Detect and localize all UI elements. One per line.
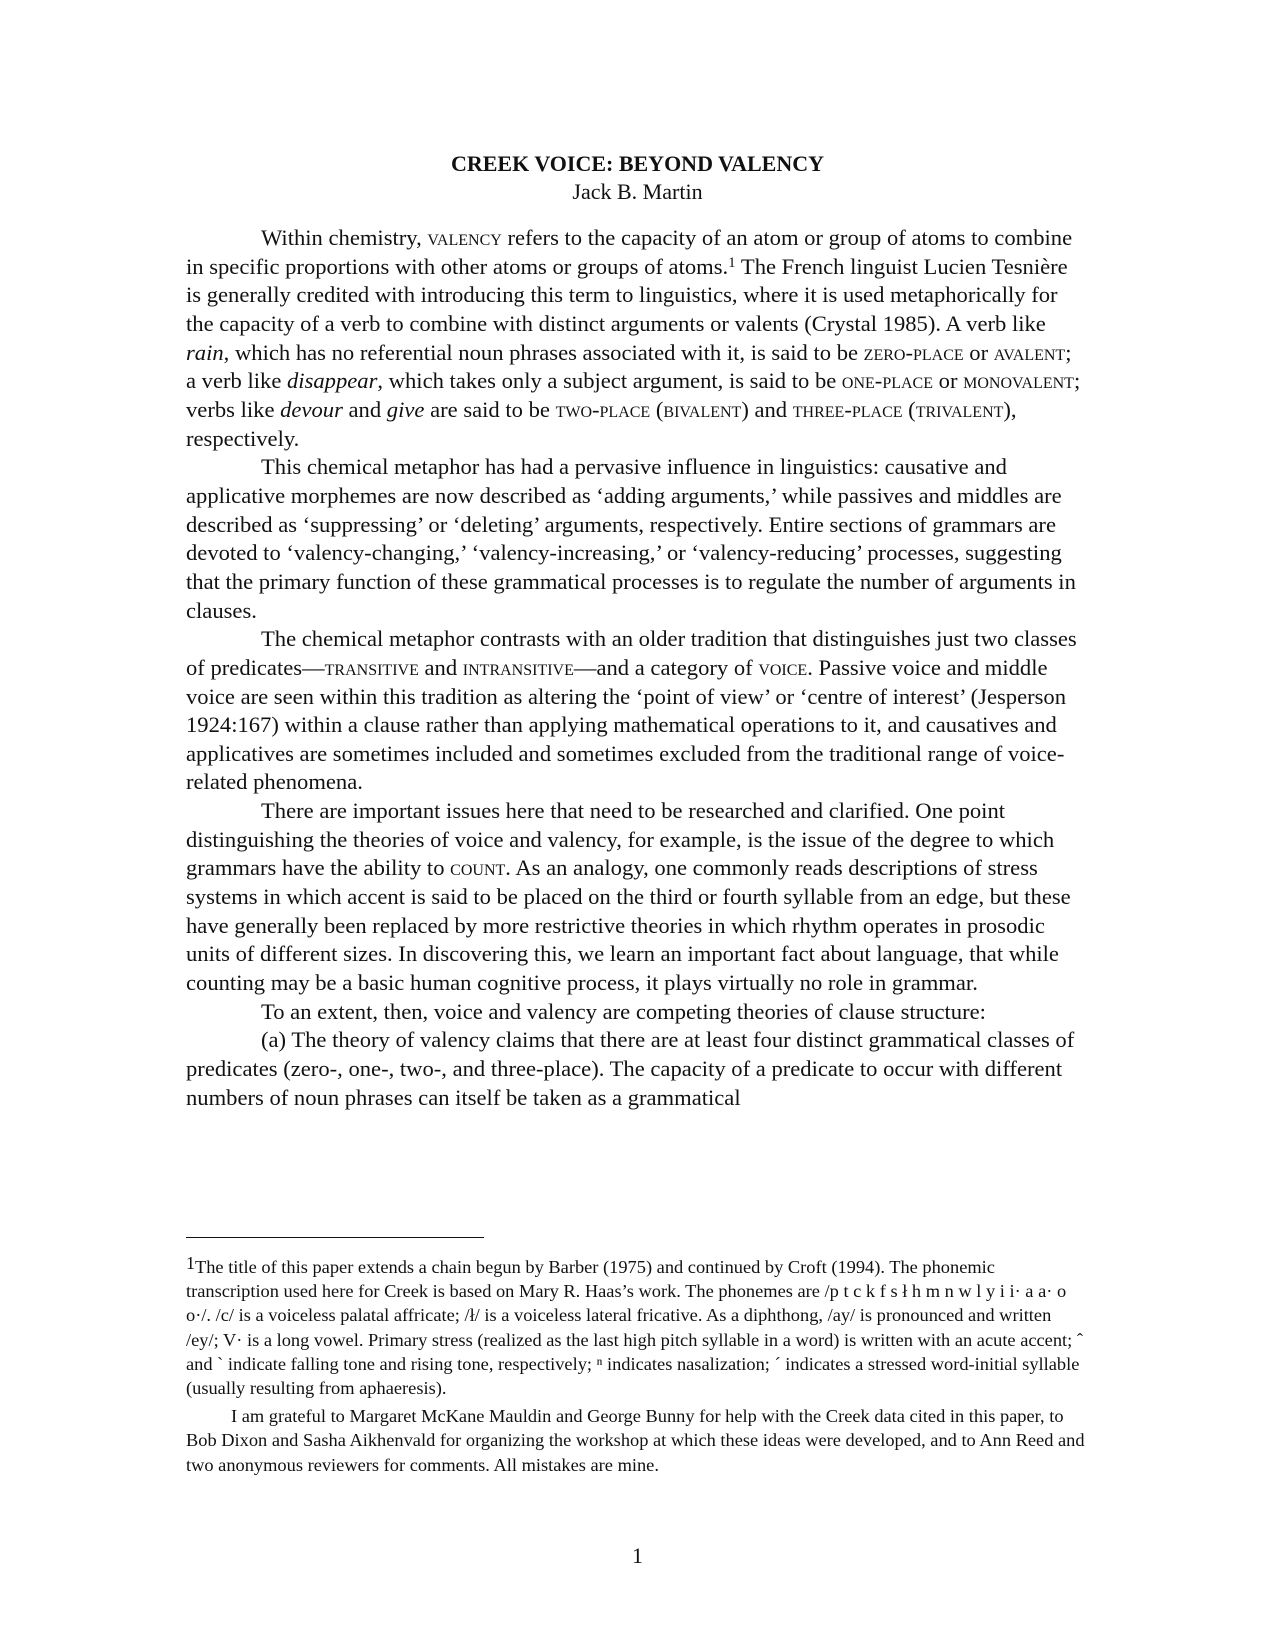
text-run: ( — [902, 396, 916, 422]
term-bivalent: bivalent — [663, 396, 742, 422]
text-run: ; verbs like — [186, 368, 1081, 422]
footnote-text: The title of this paper extends a chain begun by Barber (1975) and continued by Croft (1994). The phonemic transcription used here for Creek is based on Mary R. Haas’s work. The phonemes are /p t c k f s ł h m n w l y i i· a a· o o·/. /c/ is a voiceless palatal affricate; /ł/ is a voiceless lateral fricative. As a diphthong, /ay/ is pronounced and written /ey/; V· is a long vowel. Primary stress (realized as the last high pitch syllable in a word) is written with an acute accent; ˆ and ` indicate falling tone and rising tone, respectively; ⁿ indicates nasalization; ´ indicates a stressed word-initial syllable (usually resulting from aphaeresis). — [186, 1257, 1083, 1399]
text-run: and — [418, 654, 463, 680]
term-one-place: one-place — [841, 368, 934, 394]
example-word-disappear: disappear — [287, 368, 378, 394]
text-run: . Passive voice and middle voice are seen within this tradition as altering the ‘point of view’ or ‘centre of interest’ (Jesperson 1924:167) within a clause rather than applying mathematical operations to it, and causatives and applicatives are sometimes included and sometimes excluded from the traditional range of voice-related phenomena. — [186, 654, 1067, 795]
body-text — [186, 224, 1086, 1112]
example-word-rain: rain — [186, 339, 224, 365]
term-count: count — [450, 855, 506, 881]
text-run: The French linguist Lucien Tesnière is generally credited with introducing this term to linguistics, where it is used metaphorically for the capacity of a verb to combine with distinct arguments or valents (Crystal 1985). A verb like — [186, 253, 1068, 336]
text-run: , which takes only a subject argument, is said to be — [377, 368, 842, 394]
acknowledgements: I am grateful to Margaret McKane Mauldin and George Bunny for help with the Creek data cited in this paper, to Bob Dixon and Sasha Aikhenvald for organizing the workshop at which these ideas were developed, and to Ann Reed and two anonymous reviewers for comments. All mistakes are mine. — [186, 1406, 1085, 1475]
text-run: ), respectively. — [186, 396, 1017, 451]
text-run: refers to the capacity of an atom or group of atoms to combine in specific proportions with other atoms or groups of atoms. — [186, 225, 1073, 279]
paper-title: CREEK VOICE: BEYOND VALENCY — [450, 151, 825, 176]
author-name: Jack B. Martin — [572, 179, 703, 204]
paragraph-1 — [186, 224, 1086, 453]
paragraph-2: This chemical metaphor has had a pervasive influence in linguistics: causative and applicative morphemes are now described as ‘adding arguments,’ while passives and middles are described as ‘suppressing’ or ‘deleting’ arguments, respectively. Entire sections of grammars are devoted to ‘valency-changing,’ ‘valency-increasing,’ or ‘valency-reducing’ processes, suggesting that the primary function of these grammatical processes is to regulate the number of arguments in clauses. — [186, 454, 1076, 623]
footnote-number: 1 — [186, 1253, 195, 1273]
footnote — [186, 1255, 1086, 1477]
term-zero-place: zero-place — [863, 339, 964, 365]
example-word-give: give — [386, 396, 425, 422]
text-run: are said to be — [424, 396, 556, 422]
text-run: , which has no referential noun phrases associated with it, is said to be — [223, 339, 864, 365]
text-run: . As an analogy, one commonly reads descriptions of stress systems in which accent is said to be placed on the third or fourth syllable from an edge, but these have generally been replaced by more restrictive theories in which rhythm operates in prosodic units of different sizes. In discovering this, we learn an important fact about language, that while counting may be a basic human cognitive process, it plays virtually no role in grammar. — [186, 855, 1071, 996]
example-word-devour: devour — [280, 396, 343, 422]
term-voice: voice — [758, 654, 808, 680]
text-run: or — [933, 368, 964, 394]
text-run: ) and — [741, 396, 793, 422]
footnote-1 — [186, 1255, 1086, 1400]
term-monovalent: monovalent — [963, 368, 1074, 394]
term-intransitive: intransitive — [462, 654, 574, 680]
paragraph-3 — [186, 625, 1086, 797]
paragraph-5: To an extent, then, voice and valency are competing theories of clause structure: — [261, 998, 986, 1024]
text-run: ( — [650, 396, 664, 422]
text-run: ; a verb like — [186, 339, 1072, 394]
page-number: 1 — [632, 1543, 643, 1568]
footnote-ref[interactable]: 1 — [728, 254, 736, 271]
text-run: —and a category of — [573, 654, 759, 680]
text-run: or — [963, 339, 994, 365]
text-run: Within chemistry, — [261, 225, 428, 250]
paragraph-6: (a) The theory of valency claims that there are at least four distinct grammatical classes of predicates (zero-, one-, two-, and three-place). The capacity of a predicate to occur with different numbers of noun phrases can itself be taken as a grammatical — [186, 1027, 1075, 1110]
term-three-place: three-place — [792, 396, 903, 422]
term-two-place: two-place — [555, 396, 651, 422]
paragraph-4 — [186, 797, 1086, 998]
text-run: The chemical metaphor contrasts with an older tradition that distinguishes just two classes of predicates— — [186, 626, 1077, 680]
footnote-divider — [186, 1237, 484, 1238]
term-trivalent: trivalent — [915, 396, 1004, 422]
text-run: and — [342, 396, 387, 422]
term-avalent: avalent — [993, 339, 1066, 365]
term-valency: valency — [427, 225, 502, 250]
text-run: There are important issues here that need to be researched and clarified. One point distinguishing the theories of voice and valency, for example, is the issue of the degree to which grammars have the ability to — [186, 798, 1055, 881]
term-transitive: transitive — [324, 654, 419, 680]
